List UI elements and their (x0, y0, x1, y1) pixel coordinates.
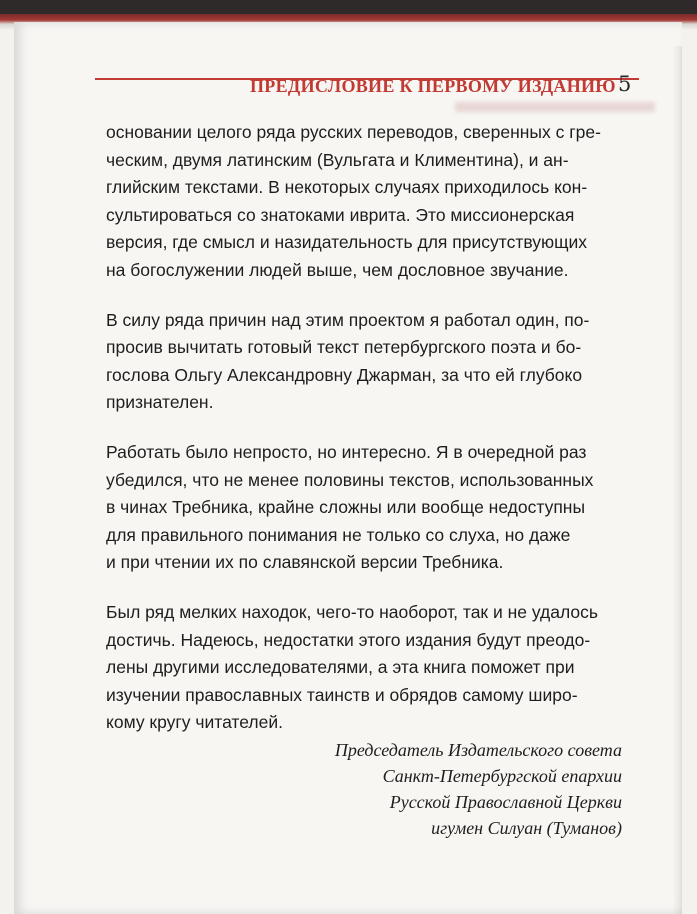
signature-line: Санкт-Петербургской епархии (382, 766, 622, 786)
text-line: достичь. Надеюсь, недостатки этого издания будут преодо- (106, 629, 591, 650)
signature-block (100, 737, 622, 841)
text-line: для правильного понимания не только со слуха, но даже (106, 524, 571, 545)
page-fold-shadow (672, 46, 682, 914)
text-line: Работать было непросто, но интересно. Я в очередной раз (106, 441, 587, 462)
text-line: ческим, двумя латинским (Вульгата и Климентина), и ан- (106, 149, 569, 170)
text-line: в чинах Требника, крайне сложны или вообще недоступны (106, 497, 586, 518)
show-through-bleed (455, 102, 655, 112)
text-line: глийским текстами. В некоторых случаях приходилось кон- (106, 177, 588, 198)
text-line: гослова Ольгу Александровну Джарман, за что ей глубоко (106, 364, 583, 385)
paragraph-2 (106, 307, 634, 417)
signature-line: Председатель Издательского совета (334, 740, 622, 760)
text-line: признателен. (106, 392, 214, 413)
text-line: просив вычитать готовый текст петербургского поэта и бо- (106, 337, 582, 358)
text-line: версия, где смысл и назидательность для присутствующих (106, 232, 588, 253)
paragraph-1 (106, 119, 634, 285)
page-number: 5 (618, 72, 632, 96)
text-line: изучении православных таинств и обрядов самому широ- (106, 684, 578, 705)
text-line: сультироваться со знатоками иврита. Это миссионерская (106, 204, 575, 225)
signature-line: игумен Силуан (Туманов) (431, 818, 622, 838)
paragraph-4 (106, 599, 634, 737)
text-line: лены другими исследователями, а эта книга поможет при (106, 657, 575, 678)
text-line: основании целого ряда русских переводов, сверенных с гре- (106, 122, 601, 142)
text-line: В силу ряда причин над этим проектом я работал один, по- (106, 309, 590, 330)
body-text (106, 119, 634, 759)
text-line: кому кругу читателей. (106, 712, 283, 733)
text-line: Был ряд мелких находок, чего-то наоборот, так и не удалось (106, 601, 598, 622)
signature-line: Русской Православной Церкви (389, 792, 622, 812)
paragraph-3 (106, 439, 634, 577)
text-line: убедился, что не менее половины текстов, использованных (106, 469, 594, 490)
text-line: на богослужении людей выше, чем дословное звучание. (106, 259, 569, 280)
running-title: ПРЕДИСЛОВИЕ К ПЕРВОМУ ИЗДАНИЮ (250, 76, 616, 96)
text-line: и при чтении их по славянской версии Требника. (106, 552, 504, 573)
